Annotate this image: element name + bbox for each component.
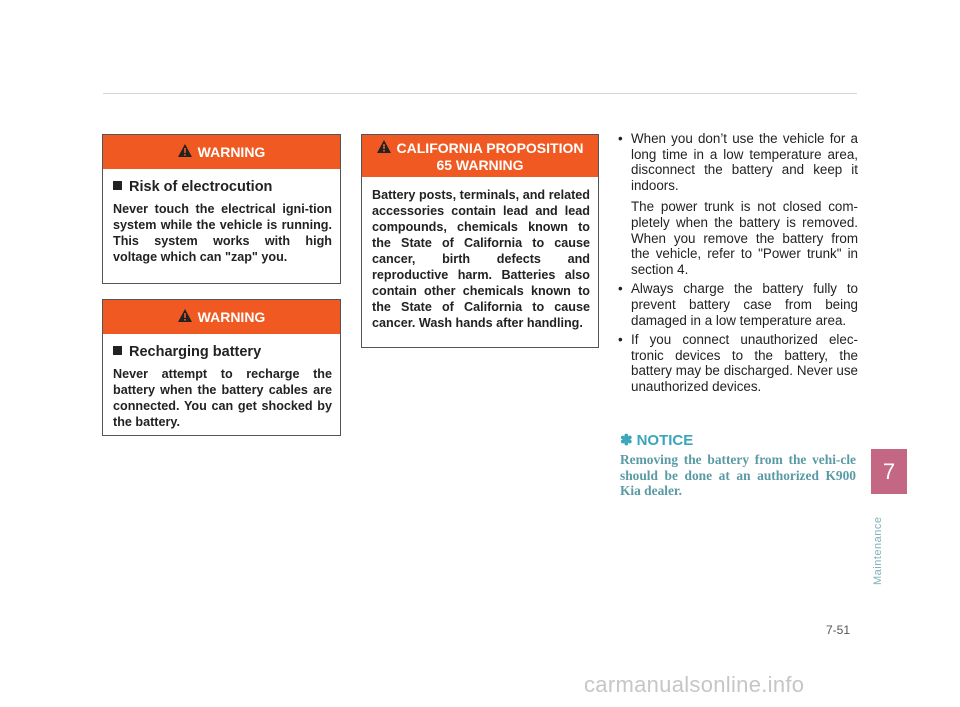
warning-header-label: WARNING	[197, 308, 266, 325]
warning-triangle-icon	[377, 140, 391, 157]
warning-title	[113, 344, 332, 360]
chapter-label: Maintenance	[872, 516, 884, 585]
bullet-text: Always charge the battery fully to prevent battery case from being damaged in a low temperature area.	[631, 281, 858, 328]
bullet-text: When you don’t use the vehicle for a long time in a low temperature area, disconnect the battery and keep it indoors.	[631, 131, 858, 193]
bullet-dot-icon: •	[618, 131, 623, 146]
california-header-line1: CALIFORNIA PROPOSITION	[396, 139, 584, 156]
watermark: carmanualsonline.info	[584, 672, 805, 697]
notice-title	[620, 431, 693, 449]
warning-title-text: Risk of electrocution	[129, 179, 273, 195]
list-item	[618, 281, 858, 328]
california-prop65-box	[361, 134, 599, 348]
warning-header-label: WARNING	[197, 143, 266, 160]
warning-body: Never attempt to recharge the battery when the battery cables are connected. You can get shocked by the battery.	[113, 367, 332, 429]
warning-box-recharging	[102, 299, 341, 436]
warning-body: Never touch the electrical igni-tion system while the vehicle is running. This system works with high voltage which can "zap" you.	[113, 202, 332, 264]
page-number: 7-51	[826, 623, 851, 637]
list-item	[618, 332, 858, 394]
warning-box-electrocution	[102, 134, 341, 284]
bullet-dot-icon: •	[618, 332, 623, 348]
warning-header	[103, 135, 340, 169]
california-header-line2: 65 WARNING	[436, 157, 524, 174]
warning-title-text: Recharging battery	[129, 344, 262, 360]
notice-title-text: NOTICE	[636, 432, 694, 449]
bullet-list	[618, 131, 858, 399]
notice-star-icon: ✽	[620, 432, 633, 449]
list-item	[618, 131, 858, 277]
warning-title	[113, 179, 332, 195]
warning-triangle-icon	[178, 144, 192, 161]
square-bullet-icon	[113, 346, 122, 355]
warning-triangle-icon	[178, 309, 192, 326]
bullet-extra-text: The power trunk is not closed com-pletely when the battery is removed. When you remove the battery from the vehicle, refer to "Power trunk" in section 4.	[631, 199, 858, 277]
top-rule	[103, 93, 857, 94]
bullet-dot-icon: •	[618, 281, 623, 297]
bullet-text: If you connect unauthorized elec-tronic devices to the battery, the battery may be discharged. Never use unauthorized devices.	[631, 332, 858, 394]
chapter-tab: 7	[871, 449, 907, 494]
california-header	[362, 135, 598, 177]
warning-header	[103, 300, 340, 334]
notice-body: Removing the battery from the vehi-cle should be done at an authorized K900 Kia dealer.	[620, 452, 856, 498]
california-body: Battery posts, terminals, and related accessories contain lead and lead compounds, chemicals known to the State of California to cause cancer, birth defects and reproductive harm. Batteries also contain other chemicals known to the State of California to cause cancer. Wash hands after handling.	[372, 188, 590, 330]
square-bullet-icon	[113, 181, 122, 190]
